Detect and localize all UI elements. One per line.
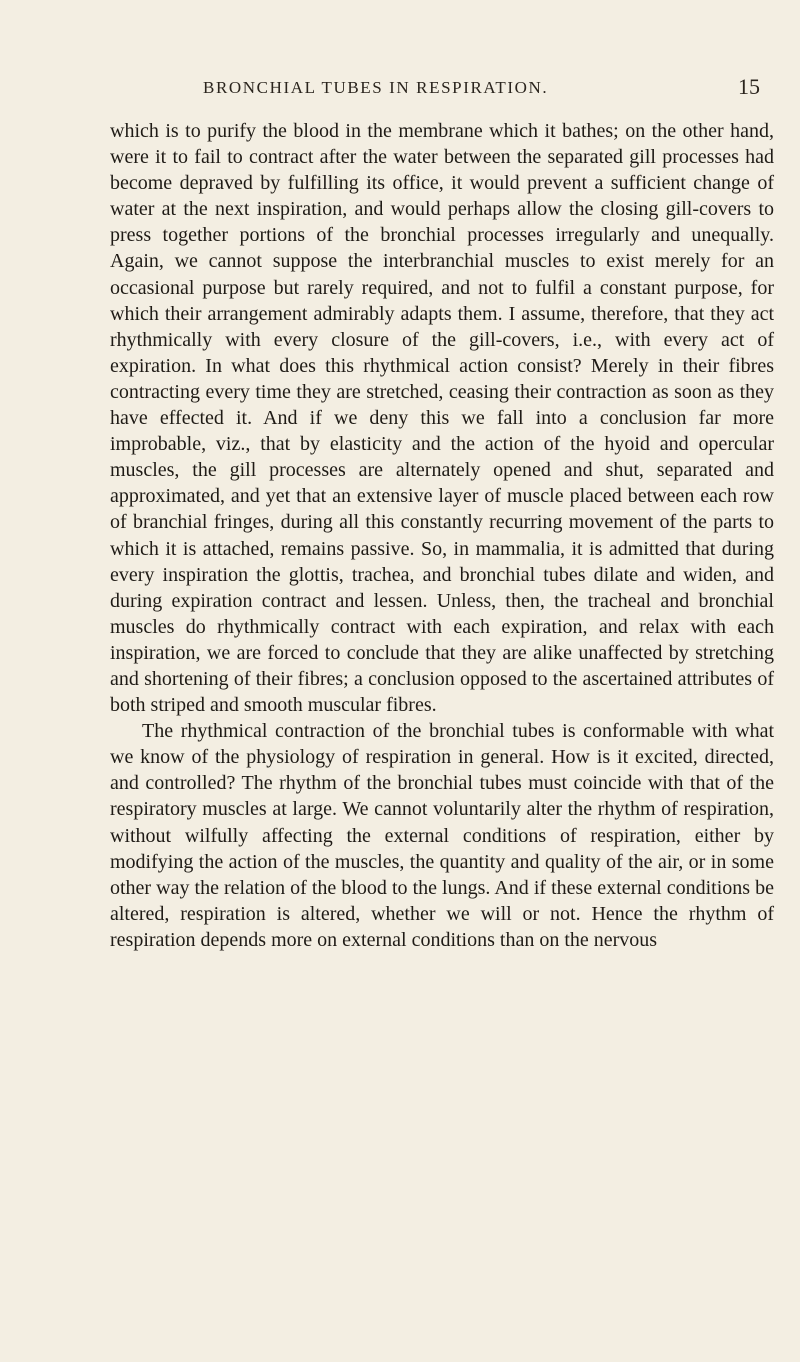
running-head (0, 74, 800, 102)
running-head-title: BRONCHIAL TUBES IN RESPIRATION. (203, 78, 549, 97)
page-number: 15 (738, 74, 760, 99)
paragraph-2: The rhythmical contraction of the bronchial tubes is conformable with what we know of the physiology of respiration in general. How is it excited, directed, and controlled? The rhythm of the bronchial tubes must coincide with that of the respiratory muscles at large. We cannot voluntarily alter the rhythm of respiration, without wilfully affecting the external conditions of respiration, either by modifying the action of the muscles, the quantity and quality of the air, or in some other way the relation of the blood to the lungs. And if these external conditions be altered, respiration is altered, whether we will or not. Hence the rhythm of respiration depends more on external conditions than on the nervous (110, 720, 774, 951)
body-text (110, 118, 774, 953)
paragraph-1: which is to purify the blood in the membrane which it bathes; on the other hand, were it to fail to contract after the water between the separated gill processes had become depraved by fulfilling its office, it would prevent a sufficient change of water at the next inspiration, and would perhaps allow the closing gill-covers to press together portions of the bronchial processes irregularly and unequally. Again, we cannot suppose the interbranchial muscles to exist merely for an occasional purpose but rarely required, and not to fulfil a constant purpose, for which their arrangement admirably adapts them. I assume, therefore, that they act rhythmically with every closure of the gill-covers, i.e., with every act of expiration. In what does this rhythmical action consist? Merely in their fibres contracting every time they are stretched, ceasing their contraction as soon as they have effected it. And if we deny this we fall into a conclusion far more improbable, viz., that by elasticity and the action of the hyoid and opercular muscles, the gill processes are alternately opened and shut, separated and approximated, and yet that an extensive layer of muscle placed between each row of branchial fringes, during all this constantly recurring movement of the parts to which it is attached, remains passive. So, in mammalia, it is admitted that during every inspiration the glottis, trachea, and bronchial tubes dilate and widen, and during expiration contract and lessen. Unless, then, the tracheal and bronchial muscles do rhythmically contract with each expiration, and relax with each inspiration, we are forced to conclude that they are alike unaffected by stretching and shortening of their fibres; a conclusion opposed to the ascertained attributes of both striped and smooth muscular fibres. (110, 120, 774, 717)
